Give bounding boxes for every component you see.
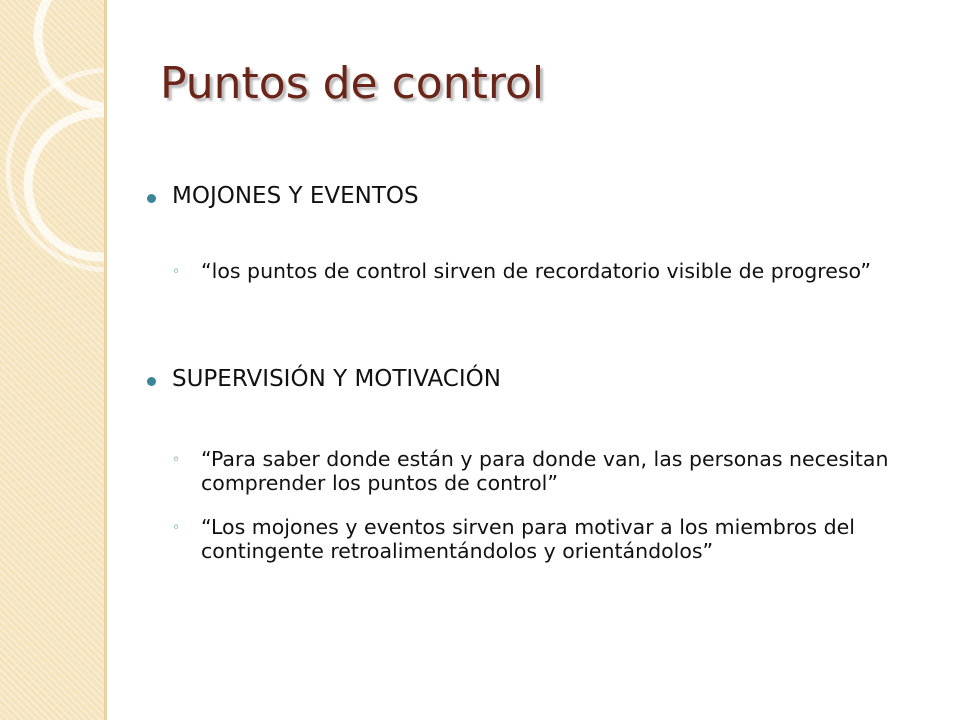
bullet-ring-icon: ◦ — [172, 520, 181, 536]
decorative-side-strip — [0, 0, 107, 720]
bullet-dot-icon — [147, 194, 156, 203]
slide-title: Puntos de control — [160, 58, 545, 109]
list-item — [172, 515, 931, 563]
section-heading-supervision — [172, 366, 501, 392]
section-heading-text: MOJONES Y EVENTOS — [172, 183, 419, 209]
list-item-text: “Los mojones y eventos sirven para motivar a los miembros del contingente retroalimentándolos y orientándolos” — [201, 515, 855, 563]
list-item-text: “Para saber donde están y para donde van, las personas necesitan comprender los puntos de control” — [201, 447, 889, 495]
section-heading-mojones — [172, 183, 419, 209]
bullet-ring-icon: ◦ — [172, 452, 181, 468]
bullet-dot-icon — [147, 377, 156, 386]
list-item — [172, 447, 931, 495]
list-item — [172, 259, 931, 283]
decorative-circles — [0, 0, 104, 720]
section-heading-text: SUPERVISIÓN Y MOTIVACIÓN — [172, 366, 501, 392]
bullet-ring-icon: ◦ — [172, 264, 181, 280]
list-item-text: “los puntos de control sirven de recordatorio visible de progreso” — [201, 259, 871, 283]
